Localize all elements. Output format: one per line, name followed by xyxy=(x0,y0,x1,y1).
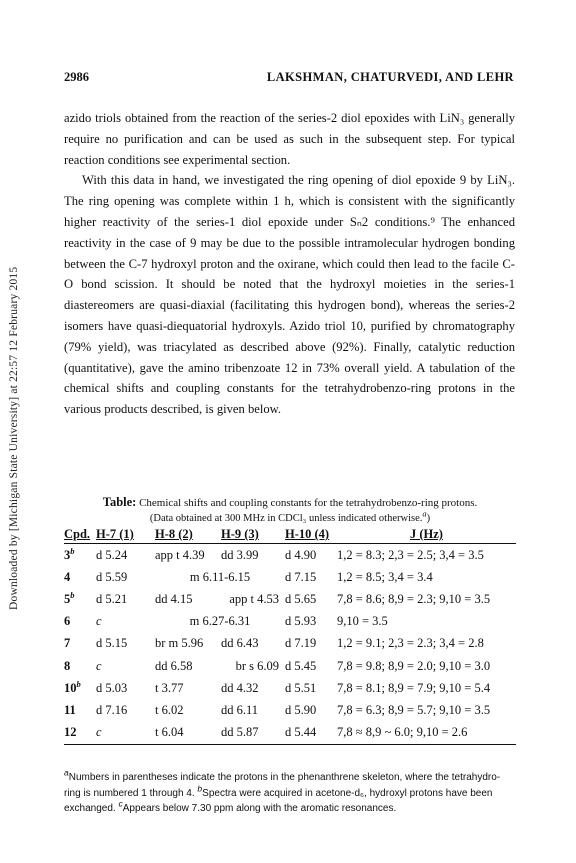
cpd-number: 11 xyxy=(64,702,76,717)
paragraph: With this data in hand, we investigated the ring opening of diol epoxide 9 by LiN₃. The ring opening was complete within 1 h, which is consistent with the significantly higher reactivity of the series-1 diol epoxide under Sₙ2 conditions.⁹ The enhanced reactivity in the case of 9 may be due to the possible intramolecular hydrogen bonding between the C-7 hydroxyl proton and the oxirane, which could then lead to the facile C-O bond scission. It should be noted that the hydroxyl moieties in the series-1 diastereomers are quasi-diaxial (facilitating this hydrogen bond), whereas the series-2 isomers have quasi-diequatorial hydroxyls. Azido triol 10, purified by chromatography (79% yield), was triacylated as described above (92%). Finally, catalytic reduction (quantitative), gave the amino tribenzoate 12 in 73% overall yield. A tabulation of the chemical shifts and coupling constants for the tetrahydrobenzo-ring protons in the various products described, is given below. xyxy=(64,173,515,417)
h10-cell: d 5.45 xyxy=(285,658,317,673)
paragraph: azido triols obtained from the reaction of the series-2 diol epoxides with LiN₃ generally require no purification and can be used as such in the subsequent step. For typical reaction conditions see experimental section. xyxy=(64,111,515,167)
table-caption-sub-text: (Data obtained at 300 MHz in CDCl₃ unless indicated otherwise. xyxy=(149,513,423,524)
cpd-note: b xyxy=(70,589,75,600)
footnote-a-ref: a xyxy=(422,508,427,519)
h7-cell: d 7.16 xyxy=(96,702,128,717)
table-row xyxy=(64,544,516,567)
table-caption-sub-end: ) xyxy=(426,513,431,524)
download-notice: Downloaded by [Michigan State University] at 22:57 12 February 2015 xyxy=(8,266,20,610)
j-cell: 7,8 = 9.8; 8,9 = 2.0; 9,10 = 3.0 xyxy=(337,658,491,673)
cpd-cell xyxy=(64,544,96,567)
nmr-table-block xyxy=(64,495,516,745)
j-cell: 7,8 = 6.3; 8,9 = 5.7; 9,10 = 3.5 xyxy=(337,702,491,717)
h10-cell: d 5.44 xyxy=(285,722,337,745)
h9-cell: dd 4.32 xyxy=(221,680,259,695)
h8-cell: dd 6.58 xyxy=(155,658,193,673)
header-h8: H-8 (2) xyxy=(155,527,221,544)
footnote-a-mark: a xyxy=(64,767,69,778)
footnote-b-mark: b xyxy=(197,783,203,794)
page-header xyxy=(64,70,514,88)
h8-cell: dd 4.15 xyxy=(155,591,193,606)
h8-cell: app t 4.39 xyxy=(155,547,205,562)
j-cell: 9,10 = 3.5 xyxy=(337,614,388,629)
table-header-row xyxy=(64,527,516,544)
cpd-cell xyxy=(64,633,96,655)
h7-cell: d 5.24 xyxy=(96,547,128,562)
h10-cell: d 7.19 xyxy=(285,636,317,651)
h8-cell: t 6.02 xyxy=(155,702,184,717)
header-h7: H-7 (1) xyxy=(96,527,155,544)
footnote-a-text: Numbers in parentheses indicate the protons in the phenanthrene skeleton, where the tetrahydro-ring is numbered 1 through 4. xyxy=(64,772,501,799)
cpd-number: 5 xyxy=(64,591,71,606)
cpd-cell xyxy=(64,677,96,699)
h10-cell: d 7.15 xyxy=(285,569,317,584)
j-cell: 7,8 ≈ 8,9 ~ 6.0; 9,10 = 2.6 xyxy=(337,722,516,745)
h10-cell: d 5.93 xyxy=(285,614,317,629)
table-caption xyxy=(64,495,516,511)
header-cpd: Cpd. xyxy=(64,527,96,544)
table-row xyxy=(64,677,516,699)
j-cell: 1,2 = 8.5; 3,4 = 3.4 xyxy=(337,569,433,584)
h7-cell: c xyxy=(96,658,102,673)
table-row xyxy=(64,633,516,655)
table-row xyxy=(64,588,516,610)
body-text xyxy=(64,108,515,420)
cpd-number: 3 xyxy=(64,547,71,562)
cpd-number: 10 xyxy=(64,680,77,695)
h9-cell: dd 5.87 xyxy=(221,722,285,745)
cpd-cell xyxy=(64,588,96,610)
header-h9: H-9 (3) xyxy=(221,527,285,544)
h7-cell: d 5.59 xyxy=(96,569,128,584)
h8-cell: t 3.77 xyxy=(155,680,184,695)
table-row xyxy=(64,722,516,745)
footnote-c-mark: c xyxy=(118,798,123,809)
table-row xyxy=(64,566,516,588)
table-caption-text: Chemical shifts and coupling constants for the tetrahydrobenzo-ring protons. xyxy=(139,497,478,509)
h8-cell: br m 5.96 xyxy=(155,636,204,651)
j-cell: 7,8 = 8.6; 8,9 = 2.3; 9,10 = 3.5 xyxy=(337,591,491,606)
h8-h9-cell: m 6.11-6.15 xyxy=(189,569,251,584)
cpd-number: 6 xyxy=(64,614,71,629)
table-footnotes xyxy=(64,767,516,817)
h8-h9-cell: m 6.27-6.31 xyxy=(189,614,251,629)
download-watermark xyxy=(8,250,22,610)
cpd-cell xyxy=(64,611,96,633)
cpd-note: b xyxy=(70,545,75,556)
h10-cell: d 5.51 xyxy=(285,680,317,695)
table-row xyxy=(64,655,516,677)
h9-cell: dd 3.99 xyxy=(221,547,259,562)
cpd-cell xyxy=(64,655,96,677)
j-cell: 7,8 = 8.1; 8,9 = 7.9; 9,10 = 5.4 xyxy=(337,680,491,695)
cpd-number: 7 xyxy=(64,636,71,651)
h7-cell: c xyxy=(96,614,102,629)
cpd-number: 4 xyxy=(64,569,71,584)
h7-cell: c xyxy=(96,722,155,745)
page-number: 2986 xyxy=(64,70,89,84)
h9-cell: br s 6.09 xyxy=(235,658,279,673)
j-cell: 1,2 = 9.1; 2,3 = 2.3; 3,4 = 2.8 xyxy=(337,636,484,651)
cpd-cell xyxy=(64,722,96,745)
h7-cell: d 5.03 xyxy=(96,680,128,695)
footnote-c-text: Appears below 7.30 ppm along with the aromatic resonances. xyxy=(122,803,397,814)
table-caption-sub xyxy=(64,508,516,526)
h7-cell: d 5.15 xyxy=(96,636,128,651)
cpd-note: b xyxy=(76,678,81,689)
cpd-cell xyxy=(64,699,96,721)
h10-cell: d 5.90 xyxy=(285,702,317,717)
j-cell: 1,2 = 8.3; 2,3 = 2.5; 3,4 = 3.5 xyxy=(337,547,484,562)
table-row xyxy=(64,611,516,633)
header-j: J (Hz) xyxy=(337,527,516,544)
h9-cell: app t 4.53 xyxy=(229,591,279,606)
h7-cell: d 5.21 xyxy=(96,591,128,606)
nmr-table xyxy=(64,527,516,745)
h10-cell: d 4.90 xyxy=(285,547,317,562)
cpd-number: 12 xyxy=(64,725,77,740)
cpd-cell xyxy=(64,566,96,588)
table-caption-label: Table: xyxy=(102,495,137,509)
h10-cell: d 5.65 xyxy=(285,591,317,606)
table-row xyxy=(64,699,516,721)
running-head: LAKSHMAN, CHATURVEDI, AND LEHR xyxy=(266,70,514,84)
h9-cell: dd 6.43 xyxy=(221,636,259,651)
footnote-b-text: Spectra were acquired in acetone-d₆, hydroxyl protons have been exchanged. xyxy=(64,787,493,814)
header-h10: H-10 (4) xyxy=(285,527,337,544)
h8-cell: t 6.04 xyxy=(155,722,221,745)
cpd-number: 8 xyxy=(64,658,71,673)
h9-cell: dd 6.11 xyxy=(221,702,259,717)
